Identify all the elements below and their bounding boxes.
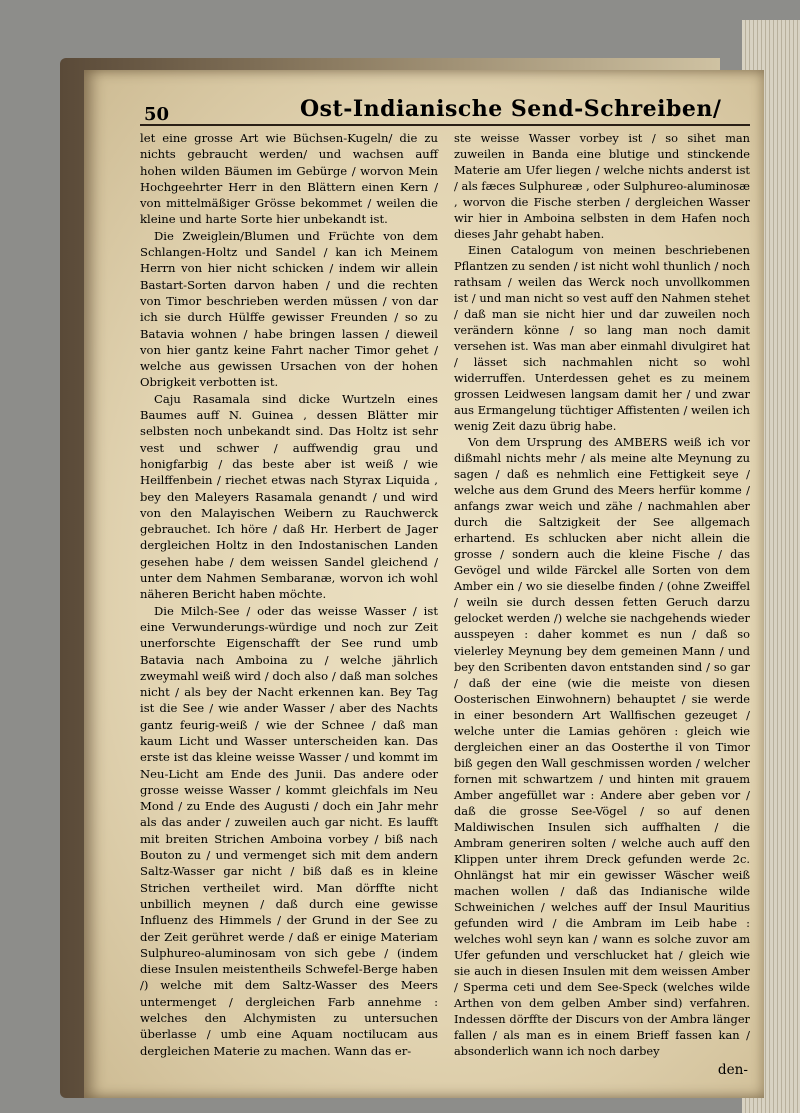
catchword: den- [717,1062,748,1078]
paragraph: Von dem Ursprung des AMBERS weiß ich vor dißmahl nichts mehr / als meine alte Meynung zu sagen / daß es nehmlich eine Fettigkeit seye / welche aus dem Grund des Meers herfür komme / anfangs zwar weich und zähe / nachmahlen aber durch die Saltzigkeit der See allgemach erhartend. Es schlucken aber nicht allein die grosse / sondern auch die kleine Fische / das Gevögel und wilde Färckel alle Sorten von dem Amber ein / wo sie dieselbe finden / (ohne Zweiffel / weiln sie durch dessen fetten Geruch darzu gelocket werden /) welche sie nachgehends wieder ausspeyen : daher kommet es nun / daß so vielerley Meynung bey dem gemeinen Mann / und bey den Scribenten davon entstanden sind / so gar / daß der eine (wie die meiste von diesen Oosterischen Einwohnern) behauptet / sie werde in einer besondern Art Wallfischen gezeuget / welche unter die Lamias gehören : gleich wie dergleichen einer an das Oosterthe il von Timor biß gegen den Wall geschmissen worden / welcher fornen mit schwartzem / und hinten mit grauem Amber angefüllet war : Andere aber geben vor / daß die grosse See-Vögel / so auf denen Maldiwischen Insulen sich auffhalten / die Ambram generiren solten / welche auch auff den Klippen unter ihrem Dreck gefunden werde 2c. Ohnlängst hat mir ein gewisser Wäscher weiß machen wollen / daß das Indianische wilde Schweinichen / welches auff der Insul Mauritius gefunden wird / die Ambram im Leib habe : welches wohl seyn kan / wann es solche zuvor am Ufer gefunden und verschlucket hat / gleich wie sie auch in diesen Insulen mit dem weissen Amber / Sperma ceti und dem See-Speck (welches wilde Arthen von dem gelben Amber sind) verfahren. Indessen dörffte der Discurs von der Ambra länger fallen / als man es in einem Brieff fassen kan / absonderlich wann ich noch darbey [454,435,750,1058]
page-number: 50 [144,104,170,125]
running-title: Ost-Indianische Send-Schreiben/ [300,96,722,122]
header-rule [140,124,750,126]
right-column [454,130,750,1059]
paragraph: Die Zweiglein/Blumen und Früchte von dem Schlangen-Holtz und Sandel / kan ich Meinem Herrn von hier nicht schicken / indem wir allein Bastart-Sorten darvon haben / und die rechten von Timor beschrieben werden müssen / von dar ich sie durch Hülffe gewisser Freunden / so zu Batavia wohnen / habe bringen lassen / dieweil von hier gantz keine Fahrt nacher Timor gehet / welche aus gewissen Ursachen von der hohen Obrigkeit verbotten ist. [140,228,438,390]
paragraph: Die Milch-See / oder das weisse Wasser / ist eine Verwunderungs-würdige und noch zur Zeit unerforschte Eigenschafft der See rund umb Batavia nach Amboina zu / welche jährlich zweymahl weiß wird / doch also / daß man solches nicht / als bey der Nacht erkennen kan. Bey Tag ist die See / wie ander Wasser / aber des Nachts gantz feurig-weiß / wie der Schnee / daß man kaum Licht und Wasser unterscheiden kan. Das erste ist das kleine weisse Wasser / und kommt im Neu-Licht am Ende des Junii. Das andere oder grosse weisse Wasser / kommt gleichfals im Neu Mond / zu Ende des Augusti / doch ein Jahr mehr als das ander / zuweilen auch gar nicht. Es laufft mit breiten Strichen Amboina vorbey / biß nach Bouton zu / und vermenget sich mit dem andern Saltz-Wasser gar nicht / biß daß es in kleine Strichen vertheilet wird. Man dörffte nicht unbillich meynen / daß durch eine gewisse Influenz des Himmels / der Grund in der See zu der Zeit gerühret werde / daß er einige Materiam Sulphureo-aluminosam von sich gebe / (indem diese Insulen meistentheils Schwefel-Berge haben /) welche mit dem Saltz-Wasser des Meers untermenget / dergleichen Farb annehme : welches den Alchymisten zu untersuchen überlasse / umb eine Aquam noctilucam aus dergleichen Materie zu machen. Wann das er- [140,603,438,1058]
left-column [140,130,438,1059]
paragraph: ste weisse Wasser vorbey ist / so sihet man zuweilen in Banda eine blutige und stinckende Materie am Ufer liegen / welche nichts anderst ist / als fæces Sulphureæ , oder Sulphureo-aluminosæ , worvon die Fische sterben / dergleichen Wasser wir hier in Amboina selbsten in dem Hafen noch dieses Jahr gehabt haben. [454,131,750,242]
paragraph: Einen Catalogum von meinen beschriebenen Pflantzen zu senden / ist nicht wohl thunlich / noch rathsam / weilen das Werck noch unvollkommen ist / und man nicht so vest auff den Nahmen stehet / daß man sie nicht hier und dar zuweilen noch verändern könne / so lang man noch damit versehen ist. Was man aber einmahl divulgiret hat / lässet sich nachmahlen nicht so wohl widerruffen. Unterdessen gehet es zu meinem grossen Leidwesen langsam damit her / und zwar aus Ermangelung tüchtiger Affistenten / weilen ich wenig Zeit dazu übrig habe. [454,243,750,434]
paragraph: Caju Rasamala sind dicke Wurtzeln eines Baumes auff N. Guinea , dessen Blätter mir selbsten noch unbekandt sind. Das Holtz ist sehr vest und schwer / auffwendig grau und honigfarbig / das beste aber ist weiß / wie Heilffenbein / riechet etwas nach Styrax Liquida , bey den Maleyers Rasamala genandt / und wird von den Malayischen Weibern zu Rauchwerck gebrauchet. Ich höre / daß Hr. Herbert de Jager dergleichen Holtz in den Indostanischen Landen gesehen habe / dem weissen Sandel gleichend / unter dem Nahmen Sembaranæ, worvon ich wohl näheren Bericht haben möchte. [140,391,438,602]
paragraph: let eine grosse Art wie Büchsen-Kugeln/ die zu nichts gebraucht werden/ und wachsen auff hohen wilden Bäumen im Gebürge / worvon Mein Hochgeehrter Herr in den Blättern einen Kern / von mittelmäßiger Grösse bekommet / weilen die kleine und harte Sorte hier unbekandt ist. [140,131,438,227]
